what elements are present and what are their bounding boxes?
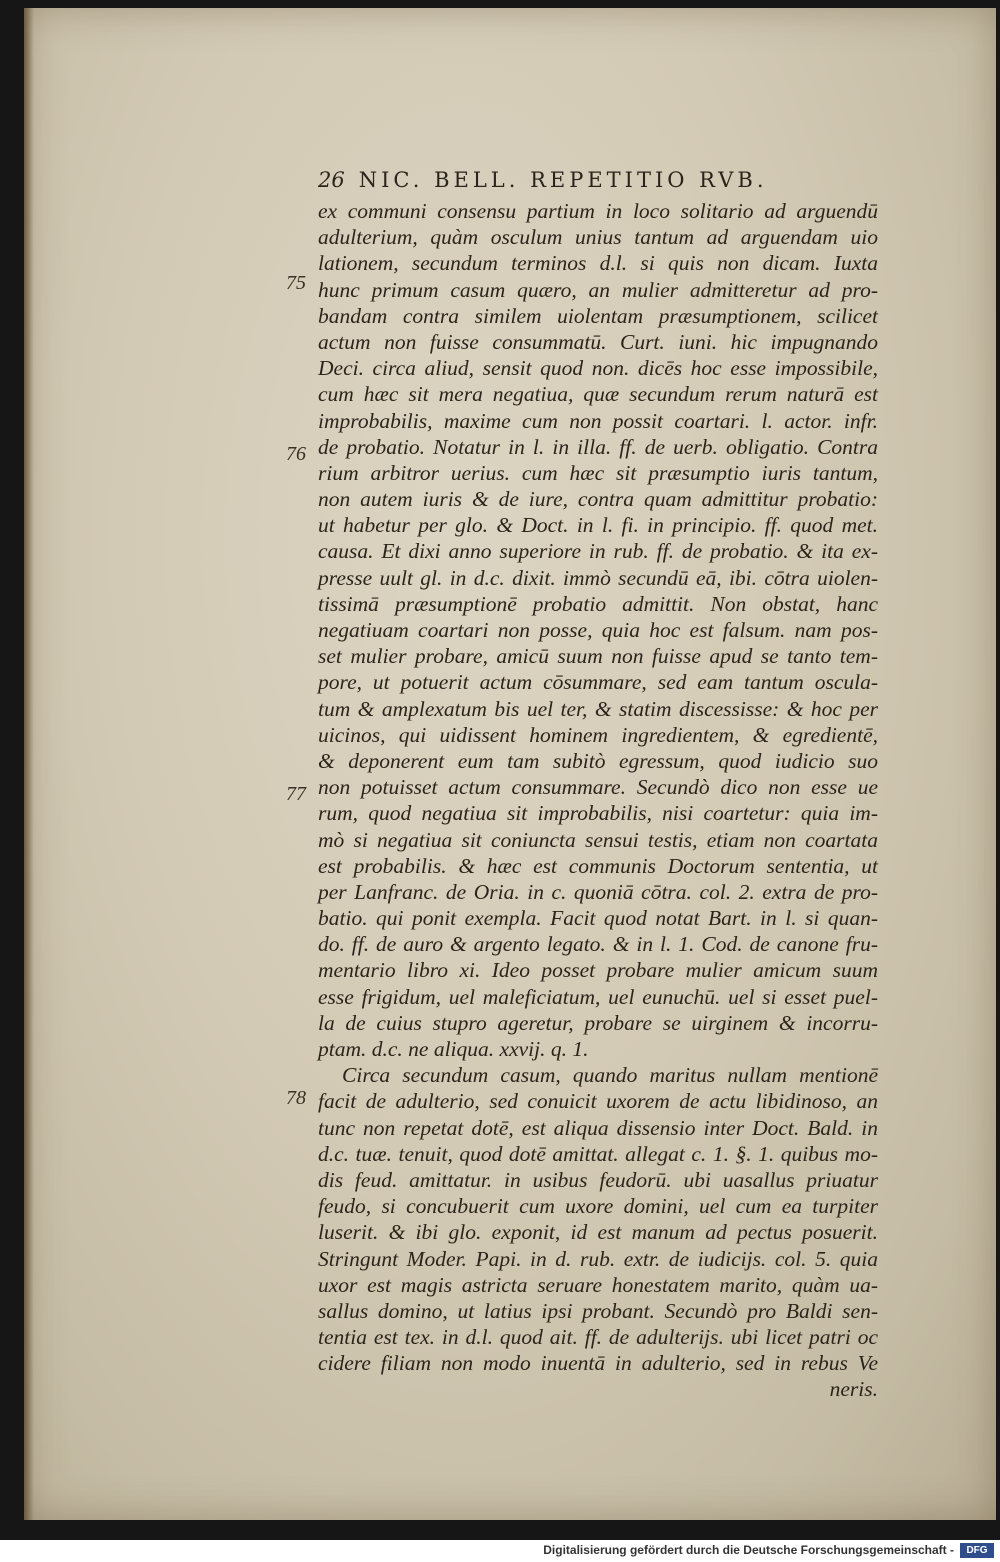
marginal-number: 77	[286, 783, 306, 805]
text-line: tum & amplexatum bis uel ter, & statim discessisse: & hoc per	[318, 696, 878, 721]
text-line: adulterium, quàm osculum unius tantum ad arguendam uio	[318, 225, 878, 250]
text-line: ut habetur per glo. & Doct. in l. fi. in principio. ff. quod met.	[318, 513, 878, 538]
text-line: dis feud. amittatur. in usibus feudorū. ubi uasallus priuatur	[318, 1167, 878, 1192]
text-line: negatiuam coartari non posse, quia hoc est falsum. nam pos-	[318, 618, 878, 642]
text-line: improbabilis, maxime cum non possit coartari. l. actor. infr.	[318, 408, 878, 433]
text-line: rum, quod negatiua sit improbabilis, nisi coartetur: quia im-	[318, 801, 878, 826]
text-line: mò si negatiua sit coniuncta sensui testis, etiam non coartata	[318, 827, 878, 852]
text-line: la de cuius stupro ageretur, probare se uirginem & incorru-	[318, 1010, 878, 1035]
text-line: esse frigidum, uel maleficiatum, uel eunuchū. uel si esset puel-	[318, 984, 878, 1009]
text-line: non potuisset actum consummare. Secundò dico non esse ue	[318, 775, 878, 800]
text-line: presse uult gl. in d.c. dixit. immò secundū eā, ibi. cōtra uiolen-	[318, 565, 878, 590]
page-number: 26	[318, 168, 345, 192]
text-line: de probatio. Notatur in l. in illa. ff. de uerb. obligatio. Contra	[318, 434, 878, 459]
text-line: tentia est tex. in d.l. quod ait. ff. de adulterijs. ubi licet patri oc	[318, 1325, 878, 1350]
text-line: causa. Et dixi anno superiore in rub. ff. de probatio. & ita ex-	[318, 539, 878, 564]
text-line: est probabilis. & hæc est communis Doctorum sententia, ut	[318, 853, 878, 878]
text-line: hunc primum casum quæro, an mulier admitteretur ad pro-	[318, 277, 878, 302]
funding-footer	[0, 1540, 1000, 1562]
text-line: Deci. circa aliud, sensit quod non. dicēs hoc esse impossibile,	[318, 356, 878, 381]
text-line: bandam contra similem uiolentam præsumptionem, scilicet	[318, 303, 878, 328]
text-line: Stringunt Moder. Papi. in d. rub. extr. de iudicijs. col. 5. quia	[318, 1246, 878, 1271]
marginal-number: 78	[286, 1087, 306, 1109]
running-head	[318, 168, 798, 192]
text-line: ex communi consensu partium in loco solitario ad arguendū	[318, 199, 878, 223]
dfg-logo: DFG	[960, 1543, 994, 1558]
text-line: mentario libro xi. Ideo posset probare mulier amicum suum	[318, 958, 878, 983]
text-line: sallus domino, ut latius ipsi probant. Secundò pro Baldi sen-	[318, 1298, 878, 1323]
text-line: luserit. & ibi glo. exponit, id est manum ad pectus posuerit.	[318, 1220, 878, 1245]
text-line: Circa secundum casum, quando maritus nullam mentionē	[342, 1063, 878, 1088]
catchword: neris.	[829, 1377, 878, 1402]
text-line: non autem iuris & de iure, contra quam admittitur probatio:	[318, 487, 878, 512]
text-line: cidere filiam non modo inuentā in adulterio, sed in rebus Ve	[318, 1351, 878, 1376]
body-text	[318, 198, 878, 1403]
text-line: uxor est magis astricta seruare honestatem marito, quàm ua-	[318, 1272, 878, 1297]
text-line: facit de adulterio, sed conuicit uxorem de actu libidinoso, an	[318, 1089, 878, 1114]
text-line: cum hæc sit mera negatiua, quæ secundum rerum naturā est	[318, 382, 878, 407]
page-fold-shadow	[24, 8, 34, 1520]
text-line: & deponerent eum tam subitò egressum, quod iudicio suo	[318, 748, 878, 773]
text-line: pore, ut potuerit actum cōsummare, sed eam tantum oscula-	[318, 670, 878, 695]
text-line: do. ff. de auro & argento legato. & in l. 1. Cod. de canone fru-	[318, 932, 878, 957]
text-line: per Lanfranc. de Oria. in c. quoniā cōtra. col. 2. extra de pro-	[318, 879, 878, 904]
marginal-number: 75	[286, 272, 306, 294]
text-line: tissimā præsumptionē probatio admittit. Non obstat, hanc	[318, 591, 878, 616]
text-line: d.c. tuæ. tenuit, quod dotē amittat. allegat c. 1. §. 1. quibus mo-	[318, 1141, 878, 1166]
text-line: tunc non repetat dotē, est aliqua dissensio inter Doct. Bald. in	[318, 1115, 878, 1140]
running-head-title: NIC. BELL. REPETITIO RVB.	[358, 168, 768, 192]
text-line: lationem, secundum terminos d.l. si quis non dicam. Iuxta	[318, 251, 878, 276]
text-line: rium arbitror uerius. cum hæc sit præsumptio iuris tantum,	[318, 460, 878, 485]
text-line: actum non fuisse consummatū. Curt. iuni. hic impugnando	[318, 329, 878, 354]
text-line: feudo, si concubuerit cum uxore domini, uel cum ea turpiter	[318, 1194, 878, 1219]
funding-notice: Digitalisierung gefördert durch die Deutsche Forschungsgemeinschaft -	[543, 1543, 954, 1557]
text-line: uicinos, qui uidissent hominem ingredientem, & egredientē,	[318, 722, 878, 747]
text-line: ptam. d.c. ne aliqua. xxvij. q. 1.	[318, 1037, 589, 1061]
text-line: set mulier probare, amicū suum non fuisse apud se tanto tem-	[318, 644, 878, 669]
text-line: batio. qui ponit exempla. Facit quod notat Bart. in l. si quan-	[318, 906, 878, 931]
marginal-number: 76	[286, 443, 306, 465]
